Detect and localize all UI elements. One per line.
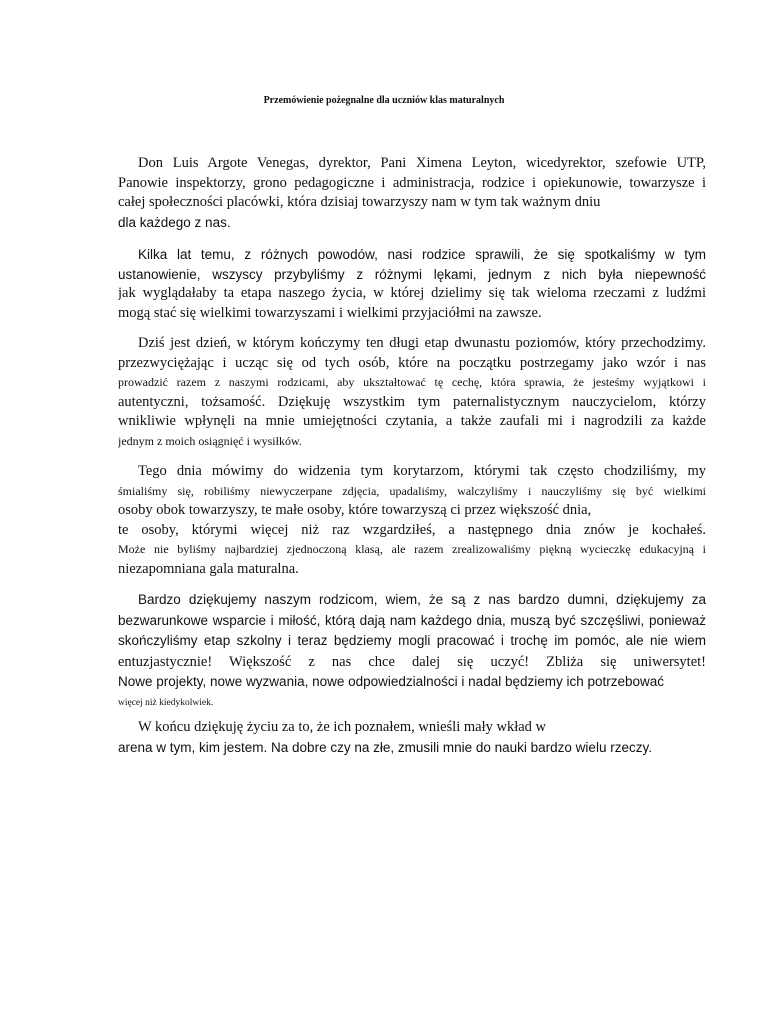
text-line: te osoby, którymi więcej niż raz wzgardziłeś, a następnego dnia znów je kochałeś. bbox=[118, 521, 706, 538]
text-line: jak wyglądałaby ta etapa naszego życia, w której dzielimy się tak wieloma rzeczami z ludźmi bbox=[118, 285, 706, 301]
document-title: Przemówienie pożegnalne dla uczniów klas maturalnych bbox=[263, 95, 505, 106]
paragraph-meeting bbox=[118, 245, 706, 323]
paragraph-farewell bbox=[118, 462, 706, 579]
text-line: ustanowienie, wszyscy przybyliśmy z różnymi lękami, jednym z nich była niepewność bbox=[118, 266, 706, 282]
text-line: skończyliśmy etap szkolny i teraz będziemy mogli pracować i trochę im pomóc, ale nie wiem bbox=[118, 633, 706, 648]
text-line: dla każdego z nas. bbox=[118, 214, 231, 230]
text-line: prowadzić razem z naszymi rodzicami, aby ukształtować tę cechę, która sprawia, że jesteśmy wyjątkowi i bbox=[118, 375, 706, 389]
text-line: mogą stać się wielkimi towarzyszami i wielkimi przyjaciółmi na zawsze. bbox=[118, 304, 542, 321]
text-line: jednym z moich osiągnięć i wysiłków. bbox=[118, 433, 302, 448]
text-line: arena w tym, kim jestem. Na dobre czy na złe, zmusili mnie do nauki bardzo wielu rzeczy. bbox=[118, 739, 652, 755]
text-line: Kilka lat temu, z różnych powodów, nasi rodzice sprawili, że się spotkaliśmy w tym bbox=[138, 247, 706, 262]
text-line: całej społeczności placówki, która dzisiaj towarzyszy nam w tym tak ważnym dniu bbox=[118, 194, 601, 210]
text-line: bezwarunkowe wsparcie i miłość, którą dają nam każdego dnia, muszą być szczęśliwi, ponieważ bbox=[118, 612, 706, 628]
text-line: Nowe projekty, nowe wyzwania, nowe odpowiedzialności i nadal będziemy ich potrzebować bbox=[118, 674, 665, 689]
paragraph-parents bbox=[118, 590, 706, 713]
text-line: Don Luis Argote Venegas, dyrektor, Pani Ximena Leyton, wicedyrektor, szefowie UTP, bbox=[138, 155, 706, 171]
text-line: niezapomniana gala maturalna. bbox=[118, 560, 299, 577]
text-line: Bardzo dziękujemy naszym rodzicom, wiem, że są z nas bardzo dumni, dziękujemy za bbox=[138, 592, 706, 607]
text-line: Panowie inspektorzy, grono pedagogiczne i administracja, rodzice i opiekunowie, towarzysze i bbox=[118, 174, 706, 191]
text-line: osoby obok towarzyszy, te małe osoby, które towarzyszą ci przez większość dnia, bbox=[118, 502, 592, 518]
text-line: Może nie byliśmy najbardziej zjednoczoną klasą, ale razem zrealizowaliśmy piękną wycieczkę edukacyjną i bbox=[118, 542, 706, 556]
text-line: Tego dnia mówimy do widzenia tym korytarzom, którymi tak często chodziliśmy, my bbox=[138, 463, 706, 479]
text-line: W końcu dziękuję życiu za to, że ich poznałem, wnieśli mały wkład w bbox=[138, 719, 547, 735]
text-line: śmialiśmy się, robiliśmy niewyczerpane zdjęcia, upadaliśmy, walczyliśmy i nauczyliśmy się być wielkimi bbox=[118, 483, 706, 498]
paragraph-greeting bbox=[118, 154, 706, 232]
text-line: przezwyciężając i ucząc się od tych osób, które na początku postrzegamy jako wzór i nas bbox=[118, 354, 706, 371]
text-line: autentyczni, tożsamość. Dziękuję wszystkim tym paternalistycznym nauczycielom, którzy bbox=[118, 393, 706, 410]
text-line: entuzjastycznie! Większość z nas chce dalej się uczyć! Zbliża się uniwersytet! bbox=[118, 653, 706, 670]
text-line: wnikliwie wpłynęli na mnie umiejętności czytania, a także zaufali mi i nagrodzili za każde bbox=[118, 413, 706, 429]
paragraph-teachers bbox=[118, 334, 706, 451]
text-line: Dziś jest dzień, w którym kończymy ten długi etap dwunastu poziomów, który przechodzimy. bbox=[138, 335, 706, 351]
paragraph-closing bbox=[118, 718, 706, 757]
text-line: więcej niż kiedykolwiek. bbox=[118, 697, 214, 708]
